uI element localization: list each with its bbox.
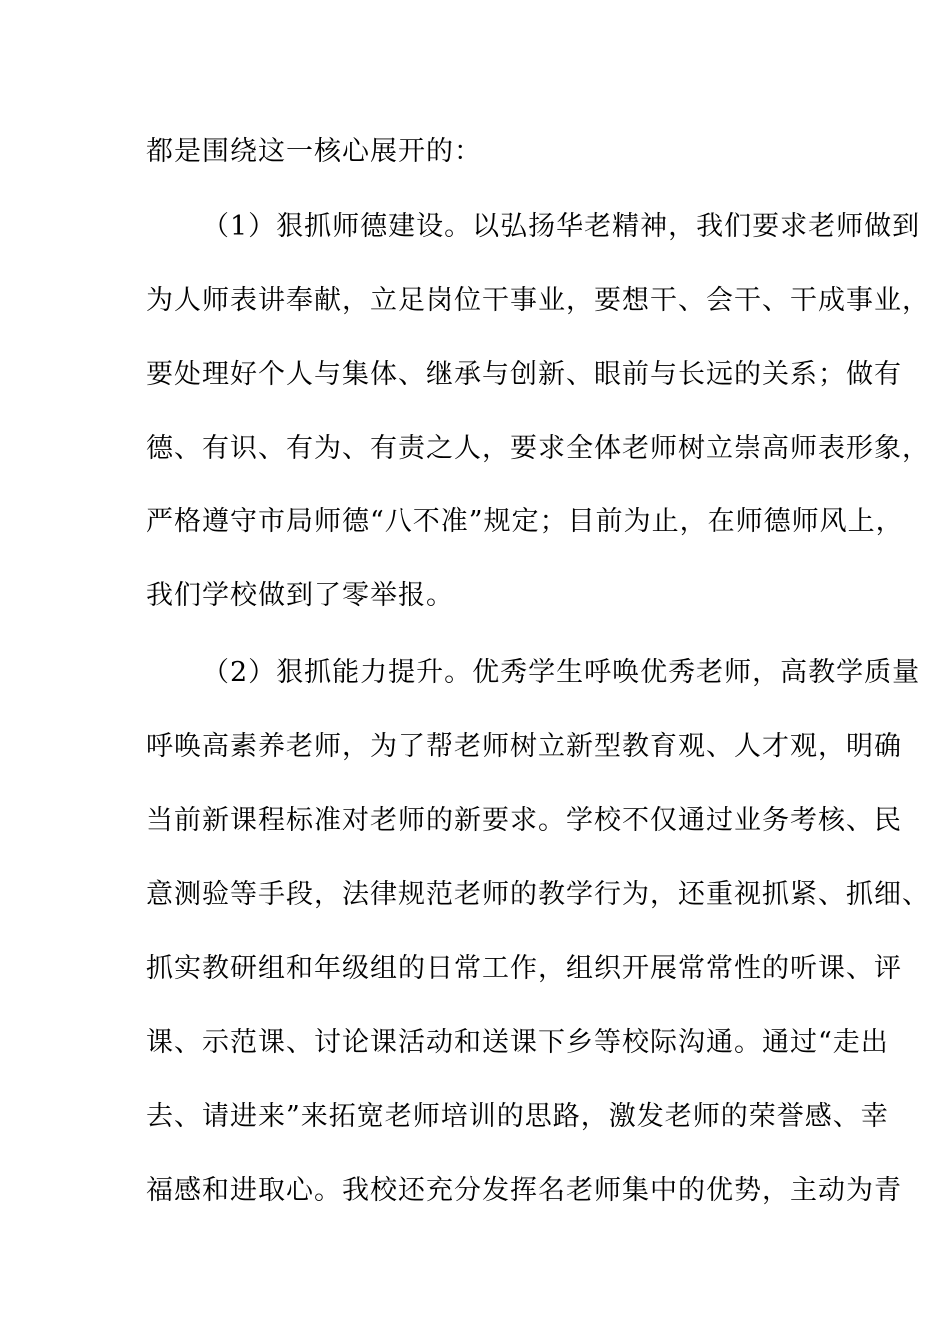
text-line: 要处理好个人与集体、继承与创新、眼前与长远的关系；做有 xyxy=(146,359,902,390)
text-line: 福感和进取心。我校还充分发挥名老师集中的优势，主动为青 xyxy=(146,1175,902,1206)
text-line: 德、有识、有为、有责之人，要求全体老师树立崇高师表形象， xyxy=(146,433,930,464)
text-line: 意测验等手段，法律规范老师的教学行为，还重视抓紧、抓细、 xyxy=(146,879,930,910)
paragraph-2-start: （2）狠抓能力提升。优秀学生呼唤优秀老师，高教学质量 xyxy=(202,657,921,688)
text-line: 当前新课程标准对老师的新要求。学校不仅通过业务考核、民 xyxy=(146,805,902,836)
text-line: 去、请进来”来拓宽老师培训的思路，激发老师的荣誉感、幸 xyxy=(146,1101,889,1132)
text-line: 我们学校做到了零举报。 xyxy=(146,580,454,611)
paragraph-1-start: （1）狠抓师德建设。以弘扬华老精神，我们要求老师做到 xyxy=(202,211,921,242)
text-line: 都是围绕这一核心展开的： xyxy=(146,136,482,167)
text-line: 抓实教研组和年级组的日常工作，组织开展常常性的听课、评 xyxy=(146,953,902,984)
text-line: 课、示范课、讨论课活动和送课下乡等校际沟通。通过“走出 xyxy=(146,1027,889,1058)
text-line: 严格遵守市局师德“八不准”规定；目前为止，在师德师风上， xyxy=(146,506,904,537)
text-line: 呼唤高素养老师，为了帮老师树立新型教育观、人才观，明确 xyxy=(146,731,902,762)
text-line: 为人师表讲奉献，立足岗位干事业，要想干、会干、干成事业， xyxy=(146,285,930,316)
